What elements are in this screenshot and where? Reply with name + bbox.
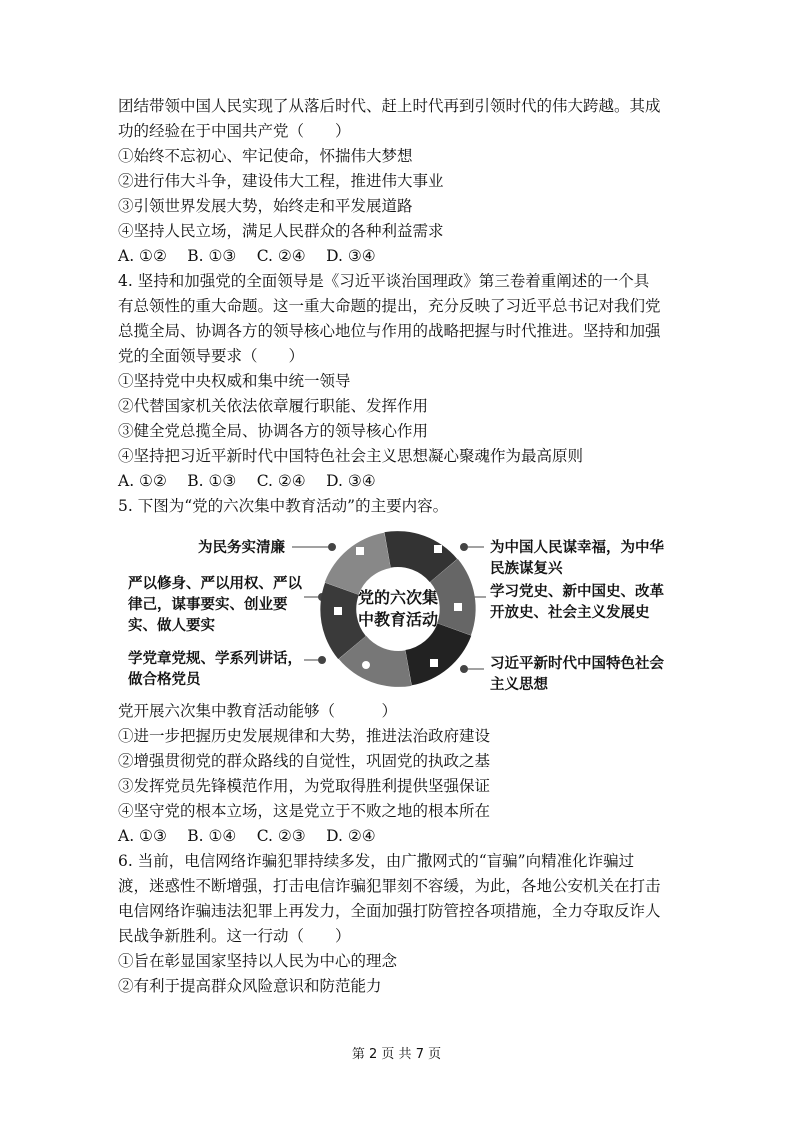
q3-options: A. ①② B. ①③ C. ②④ D. ③④ xyxy=(118,247,376,265)
q3-item-3: ③引领世界发展大势，始终走和平发展道路 xyxy=(118,197,413,215)
q4-stem-line-2: 有总领性的重大命题。这一重大命题的提出，充分反映了习近平总书记对我们党 xyxy=(118,297,661,315)
q5-item-2: ②增强贯彻党的群众路线的自觉性，巩固党的执政之基 xyxy=(118,752,491,770)
q5-stem: 5. 下图为“党的六次集中教育活动”的主要内容。 xyxy=(118,497,449,515)
diagram-label-right-3: 习近平新时代中国特色社会主义思想 xyxy=(490,655,664,693)
connector-dot-right-1 xyxy=(461,544,468,551)
diagram-label-left-3: 学党章党规、学系列讲话，做合格党员 xyxy=(128,650,302,688)
q6-stem-line-2: 渡，迷惑性不断增强，打击电信诈骗犯罪刻不容缓，为此，各地公安机关在打击 xyxy=(118,877,661,895)
blade-icon-3 xyxy=(430,659,438,667)
diagram-center-line-2: 中教育活动 xyxy=(357,610,439,629)
q6-item-1: ①旨在彰显国家坚持以人民为中心的理念 xyxy=(118,952,398,970)
q3-stem-line-2: 功的经验在于中国共产党（ ） xyxy=(118,122,351,140)
q4-stem-line-3: 总揽全局、协调各方的领导核心地位与作用的战略把握与时代推进。坚持和加强 xyxy=(118,322,661,340)
q5-item-4: ④坚守党的根本立场，这是党立于不败之地的根本所在 xyxy=(118,802,491,820)
connector-dot-left-3 xyxy=(319,657,326,664)
diagram-graphic xyxy=(118,523,678,693)
q3-item-4: ④坚持人民立场，满足人民群众的各种利益需求 xyxy=(118,222,444,240)
q5-options: A. ①③ B. ①④ C. ②③ D. ②④ xyxy=(118,827,376,845)
pinwheel-center xyxy=(358,569,438,649)
diagram-label-right-1: 为中国人民谋幸福，为中华民族谋复兴 xyxy=(490,539,664,577)
blade-icon-4 xyxy=(362,661,370,669)
six-campaigns-diagram xyxy=(118,523,678,693)
question-6 xyxy=(118,849,678,999)
diagram-label-left-2: 严以修身、严以用权、严以律己，谋事要实、创业要实、做人要实 xyxy=(128,575,302,634)
blade-icon-2 xyxy=(454,603,462,611)
q4-stem-line-1: 4. 坚持和加强党的全面领导是《习近平谈治国理政》第三卷着重阐述的一个具 xyxy=(118,272,650,290)
pinwheel xyxy=(295,523,501,693)
connector-dot-left-1 xyxy=(329,544,336,551)
q5-lead: 党开展六次集中教育活动能够（ ） xyxy=(118,702,398,720)
question-5 xyxy=(118,494,678,849)
q4-item-3: ③健全党总揽全局、协调各方的领导核心作用 xyxy=(118,422,429,440)
q4-options: A. ①② B. ①③ C. ②④ D. ③④ xyxy=(118,472,376,490)
q4-item-4: ④坚持把习近平新时代中国特色社会主义思想凝心聚魂作为最高原则 xyxy=(118,447,584,465)
question-4 xyxy=(118,269,678,494)
diagram-label-left-1: 为民务实清廉 xyxy=(198,539,285,556)
page-footer: 第 2 页 共 7 页 xyxy=(351,1047,442,1062)
q6-item-2: ②有利于提高群众风险意识和防范能力 xyxy=(118,977,382,995)
q4-item-1: ①坚持党中央权威和集中统一领导 xyxy=(118,372,351,390)
q6-stem-line-4: 民战争新胜利。这一行动（ ） xyxy=(118,927,351,945)
blade-icon-5 xyxy=(334,607,342,615)
q3-item-2: ②进行伟大斗争，建设伟大工程，推进伟大事业 xyxy=(118,172,444,190)
q6-stem-line-3: 电信网络诈骗违法犯罪上再发力，全面加强打防管控各项措施，全力夺取反诈人 xyxy=(118,902,661,920)
connector-dot-right-3 xyxy=(461,666,468,673)
q3-stem-line-1: 团结带领中国人民实现了从落后时代、赶上时代再到引领时代的伟大跨越。其成 xyxy=(118,97,661,115)
q5-item-1: ①进一步把握历史发展规律和大势，推进法治政府建设 xyxy=(118,727,491,745)
blade-icon-6 xyxy=(356,547,364,555)
q4-item-2: ②代替国家机关依法依章履行职能、发挥作用 xyxy=(118,397,429,415)
page-content xyxy=(118,94,678,999)
q5-item-3: ③发挥党员先锋模范作用，为党取得胜利提供坚强保证 xyxy=(118,777,491,795)
blade-icon-1 xyxy=(434,545,442,553)
q6-stem-line-1: 6. 当前，电信网络诈骗犯罪持续多发，由广撒网式的“盲骗”向精准化诈骗过 xyxy=(118,852,635,870)
q3-item-1: ①始终不忘初心、牢记使命，怀揣伟大梦想 xyxy=(118,147,413,165)
q4-stem-line-4: 党的全面领导要求（ ） xyxy=(118,347,305,365)
question-3 xyxy=(118,94,678,269)
diagram-label-right-2: 学习党史、新中国史、改革开放史、社会主义发展史 xyxy=(490,583,664,621)
diagram-center-line-1: 党的六次集 xyxy=(357,588,439,607)
